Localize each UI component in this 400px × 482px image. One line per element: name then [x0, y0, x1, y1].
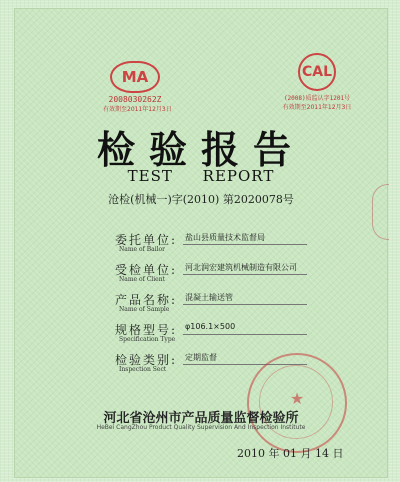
field-label-en: Inspection Sect	[119, 366, 167, 373]
issuer-name-english: HeBei CangZhou Product Quality Supervision And Inspection Institute	[96, 424, 306, 431]
edge-stamp-mark	[372, 184, 389, 240]
cal-code: (2008)质监认字1201号	[283, 95, 351, 102]
field-label-en: Name of Sample	[119, 306, 170, 313]
cal-mark: CAL	[298, 53, 336, 91]
ma-logo	[103, 61, 172, 113]
field-label-en: Specification Type	[119, 336, 176, 343]
ma-mark: MA	[110, 61, 160, 93]
cal-logo	[277, 53, 357, 111]
field-label: 检验类别:	[115, 353, 178, 367]
cal-validity: 有效期至2011年12月3日	[282, 104, 352, 111]
issue-date: 2010 年 01 月 14 日	[237, 447, 344, 460]
field-value: 河北润宏建筑机械制造有限公司	[185, 263, 297, 272]
field-underline	[183, 274, 307, 275]
test-report-certificate	[14, 8, 388, 478]
title-english: TEST REPORT	[127, 167, 275, 185]
field-label: 受检单位:	[115, 263, 178, 277]
field-underline	[183, 304, 307, 305]
field-underline	[183, 244, 307, 245]
field-label: 产品名称:	[115, 293, 178, 307]
ma-validity: 有效期至2011年12月3日	[103, 106, 172, 113]
field-label-en: Name of Client	[119, 276, 165, 283]
field-label: 规格型号:	[115, 323, 178, 337]
issuer-name: 河北省沧州市产品质量监督检验所	[103, 411, 299, 426]
report-number: 沧检(机械一)字(2010) 第2020078号	[108, 193, 294, 206]
field-value: 盐山县质量技术监督局	[185, 233, 265, 242]
seal-star-icon: ★	[289, 389, 305, 408]
field-value: 混凝土输送管	[185, 293, 233, 302]
official-seal	[247, 353, 347, 453]
field-label-en: Name of Bailor	[119, 246, 166, 253]
ma-code: 2008030262Z	[108, 95, 162, 104]
field-label: 委托单位:	[115, 233, 178, 247]
field-value: 定期监督	[185, 353, 217, 362]
title-chinese: 检验报告	[96, 127, 305, 172]
field-underline	[183, 334, 307, 335]
field-value: φ106.1×500	[185, 322, 236, 331]
